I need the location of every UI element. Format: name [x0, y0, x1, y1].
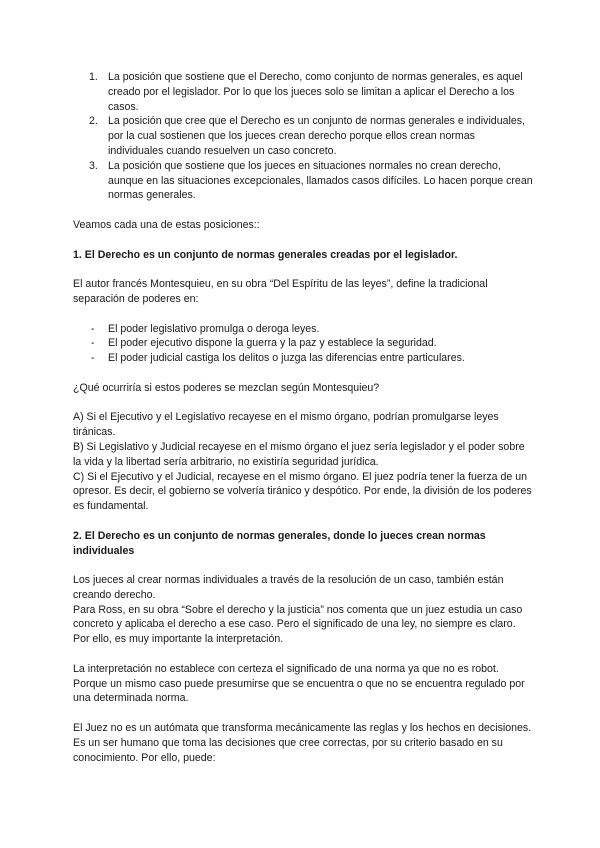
- section2-paragraph1: Los jueces al crear normas individuales a través de la resolución de un caso, también están creando derecho.: [73, 574, 504, 601]
- list-item: [73, 70, 533, 114]
- list-item-text: El poder judicial castiga los delitos o juzga las diferencias entre particulares.: [108, 352, 465, 365]
- list-item-text: La posición que sostiene que los jueces en situaciones normales no crean derecho, aunque en las situaciones excepcionales, llamados casos difíciles. Lo hacen porque crean normas generales.: [108, 159, 533, 202]
- section2-paragraph2: La interpretación no establece con certeza el significado de una norma ya que no es robot. Porque un mismo caso puede presumirse que se encuentra o que no se encuentra regulado por una determinada norma.: [73, 662, 525, 705]
- answer-c: C) Si el Ejecutivo y el Judicial, recayese en el mismo órgano. El juez podría tener la fuerza de un opresor. Es decir, el gobierno se volvería tiránico y despótico. Por ende, la división de los poderes es fundamental.: [73, 470, 532, 513]
- section1-heading: 1. El Derecho es un conjunto de normas generales creadas por el legislador.: [73, 248, 458, 261]
- list-item-text: La posición que sostiene que el Derecho, como conjunto de normas generales, es aquel creado por el legislador. Por lo que los jueces solo se limitan a aplicar el Derecho a los casos.: [108, 71, 523, 113]
- section2-heading: 2. El Derecho es un conjunto de normas generales, donde lo jueces crean normas individuales: [73, 529, 486, 557]
- list-item: - El poder legislativo promulga o deroga leyes.: [91, 322, 320, 335]
- intro-text: Veamos cada una de estas posiciones::: [73, 218, 260, 231]
- section2-paragraph3: El Juez no es un autómata que transforma mecánicamente las reglas y los hechos en decisiones. Es un ser humano que toma las decisiones que cree correctas, por su criterio basado en su conocimiento. Por ello, puede:: [73, 722, 532, 764]
- list-item-text: El poder legislativo promulga o deroga leyes.: [108, 322, 320, 335]
- powers-list: [73, 322, 533, 366]
- question-text: ¿Qué ocurriría si estos poderes se mezclan según Montesquieu?: [73, 381, 380, 394]
- list-item: - El poder judicial castiga los delitos o juzga las diferencias entre particulares.: [91, 352, 465, 365]
- list-number: 2.: [89, 115, 98, 128]
- answer-b: B) Si Legislativo y Judicial recayese en el mismo órgano el juez sería legislador y el poder sobre la vida y la libertad sería arbitrario, no existiría seguridad jurídica.: [73, 440, 525, 468]
- positions-list: [73, 70, 533, 203]
- list-number: 3.: [89, 159, 98, 172]
- section1-paragraph: El autor francés Montesquieu, en su obra “Del Espíritu de las leyes”, define la tradicional separación de poderes en:: [73, 278, 488, 305]
- section2-paragraph1b: Para Ross, en su obra “Sobre el derecho y la justicia” nos comenta que un juez estudia un caso concreto y aplicaba el derecho a ese caso. Pero el significado de una ley, no siempre es claro. Por ello, es muy importante la interpretación.: [73, 603, 523, 646]
- list-item: - El poder ejecutivo dispone la guerra y la paz y establece la seguridad.: [91, 337, 437, 350]
- document-page: [73, 70, 533, 765]
- list-item: [73, 114, 533, 158]
- list-number: 1.: [89, 71, 98, 83]
- list-item-text: El poder ejecutivo dispone la guerra y la paz y establece la seguridad.: [108, 337, 437, 350]
- answer-a: A) Si el Ejecutivo y el Legislativo recayese en el mismo órgano, podrían promulgarse leyes tiránicas.: [73, 411, 499, 439]
- list-item: [73, 159, 533, 203]
- list-item-text: La posición que cree que el Derecho es un conjunto de normas generales e individuales, por la cual sostienen que los jueces crean derecho porque ellos crean normas individuales cuando resuelven un caso concreto.: [108, 115, 525, 157]
